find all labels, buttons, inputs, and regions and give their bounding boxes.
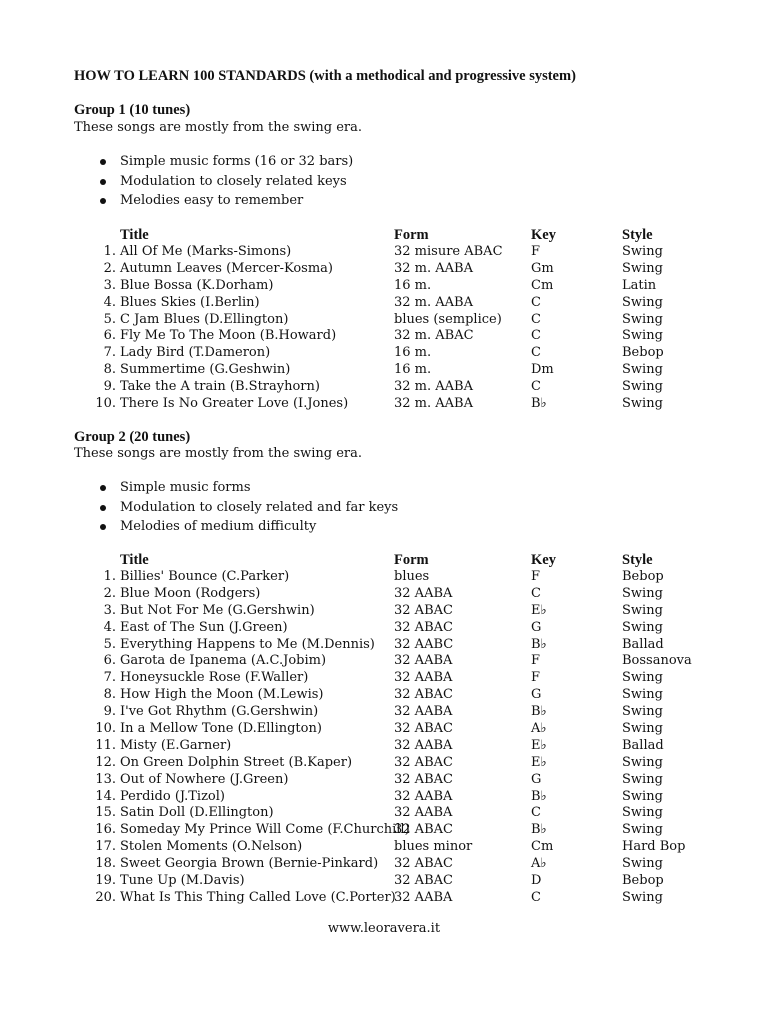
tune-number: 15. <box>95 805 116 821</box>
table-row <box>0 620 768 637</box>
tune-form: 32 m. AABA <box>394 260 473 276</box>
bullet-item: Modulation to closely related keys <box>74 172 353 192</box>
tune-form: 32 AABA <box>394 805 453 821</box>
tune-key: C <box>531 311 541 327</box>
header-style: Style <box>622 552 653 568</box>
tune-number: 1. <box>103 569 116 584</box>
tune-key: F <box>531 670 541 686</box>
table-row <box>0 755 768 772</box>
tune-key: E♭ <box>531 754 547 770</box>
tune-key: B♭ <box>531 704 547 720</box>
tune-key: F <box>531 244 541 259</box>
tune-number: 8. <box>103 362 116 378</box>
tune-title: What Is This Thing Called Love (C.Porter) <box>120 889 396 905</box>
tune-number: 10. <box>95 721 116 737</box>
bullet-item: Simple music forms <box>74 478 398 498</box>
tune-number: 16. <box>95 822 116 838</box>
tune-number: 7. <box>103 670 116 686</box>
tune-form: 32 AABA <box>394 704 453 720</box>
table-row <box>0 345 768 362</box>
bullet-icon <box>100 159 106 165</box>
bullet-icon <box>100 505 106 511</box>
header-form: Form <box>394 552 429 568</box>
tune-form: 32 AABA <box>394 670 453 686</box>
tune-key: B♭ <box>531 396 547 412</box>
group-2-description: These songs are mostly from the swing era. <box>74 446 363 461</box>
table-row <box>0 687 768 704</box>
tune-form: blues <box>394 569 430 584</box>
tune-form: 32 ABAC <box>394 619 453 635</box>
header-title: Title <box>120 227 149 243</box>
tune-style: Swing <box>622 244 663 259</box>
tune-style: Swing <box>622 602 663 618</box>
tune-number: 11. <box>95 737 116 753</box>
tune-style: Swing <box>622 260 663 276</box>
footer-website: www.leoravera.it <box>327 921 441 936</box>
tune-number: 9. <box>103 379 116 395</box>
table-row <box>0 637 768 654</box>
tune-key: E♭ <box>531 737 547 753</box>
tune-title: Perdido (J.Tizol) <box>120 788 225 804</box>
group-1-description: These songs are mostly from the swing era. <box>74 120 363 135</box>
tune-number: 2. <box>103 260 116 276</box>
tune-form: 32 AABA <box>394 653 453 669</box>
tune-style: Swing <box>622 379 663 395</box>
tune-title: Someday My Prince Will Come (F.Churchill) <box>120 822 410 838</box>
tune-title: On Green Dolphin Street (B.Kaper) <box>120 754 353 770</box>
table-row <box>0 278 768 295</box>
tune-style: Swing <box>622 311 663 327</box>
group-1-tune-table <box>0 227 768 413</box>
tune-style: Ballad <box>622 737 664 753</box>
tune-title: Sweet Georgia Brown (Bernie-Pinkard) <box>120 856 379 872</box>
tune-key: C <box>531 585 541 601</box>
tune-style: Hard Bop <box>622 839 686 855</box>
tune-style: Bebop <box>622 569 664 584</box>
table-row <box>0 586 768 603</box>
tune-style: Swing <box>622 396 663 412</box>
table-row <box>0 396 768 413</box>
tune-key: Cm <box>531 277 554 293</box>
tune-style: Bebop <box>622 345 664 361</box>
table-header <box>0 552 768 569</box>
tune-style: Latin <box>622 277 657 293</box>
tune-number: 8. <box>103 687 116 703</box>
table-row <box>0 738 768 755</box>
tune-number: 9. <box>103 704 116 720</box>
tune-title: Out of Nowhere (J.Green) <box>120 771 289 787</box>
tune-title: Everything Happens to Me (M.Dennis) <box>120 636 375 652</box>
tune-form: 32 AABA <box>394 737 453 753</box>
tune-form: 16 m. <box>394 345 432 361</box>
table-row <box>0 704 768 721</box>
tune-style: Swing <box>622 670 663 686</box>
tune-number: 4. <box>103 294 116 310</box>
tune-key: C <box>531 805 541 821</box>
tune-key: C <box>531 328 541 344</box>
tune-key: Dm <box>531 362 554 378</box>
tune-number: 17. <box>95 839 116 855</box>
table-row <box>0 244 768 261</box>
tune-title: All Of Me (Marks-Simons) <box>120 244 292 259</box>
tune-key: D <box>531 873 542 889</box>
tune-number: 13. <box>95 771 116 787</box>
tune-number: 19. <box>95 873 116 889</box>
table-row <box>0 603 768 620</box>
table-row <box>0 789 768 806</box>
tune-style: Swing <box>622 889 663 905</box>
tune-form: 16 m. <box>394 362 432 378</box>
tune-key: C <box>531 294 541 310</box>
tune-title: Blues Skies (I.Berlin) <box>120 294 260 310</box>
tune-title: East of The Sun (J.Green) <box>120 619 288 635</box>
tune-number: 3. <box>103 277 116 293</box>
table-row <box>0 721 768 738</box>
tune-key: Cm <box>531 839 554 855</box>
tune-key: A♭ <box>531 721 547 737</box>
bullet-icon <box>100 485 106 491</box>
tune-form: blues (semplice) <box>394 311 502 327</box>
tune-number: 1. <box>103 244 116 259</box>
tune-style: Swing <box>622 754 663 770</box>
bullet-icon <box>100 524 106 530</box>
tune-style: Swing <box>622 585 663 601</box>
tune-form: 32 ABAC <box>394 771 453 787</box>
tune-number: 6. <box>103 653 116 669</box>
tune-key: G <box>531 619 542 635</box>
bullet-item: Simple music forms (16 or 32 bars) <box>74 152 353 172</box>
tune-number: 12. <box>95 754 116 770</box>
tune-title: Fly Me To The Moon (B.Howard) <box>120 328 337 344</box>
tune-number: 3. <box>103 602 116 618</box>
tune-style: Swing <box>622 362 663 378</box>
tune-key: A♭ <box>531 856 547 872</box>
group-1-bullet-list <box>74 152 353 211</box>
tune-form: 32 AABC <box>394 636 454 652</box>
tune-style: Swing <box>622 704 663 720</box>
tune-title: Summertime (G.Geshwin) <box>120 362 291 378</box>
tune-title: Blue Moon (Rodgers) <box>120 585 261 601</box>
tune-form: 32 misure ABAC <box>394 244 503 259</box>
tune-form: 32 m. AABA <box>394 294 473 310</box>
tune-form: 32 AABA <box>394 585 453 601</box>
tune-key: F <box>531 653 541 669</box>
table-row <box>0 856 768 873</box>
tune-form: 32 ABAC <box>394 822 453 838</box>
tune-number: 10. <box>95 396 116 412</box>
document-title: HOW TO LEARN 100 STANDARDS (with a methodical and progressive system) <box>74 68 576 84</box>
table-header <box>0 227 768 244</box>
tune-title: Lady Bird (T.Dameron) <box>120 345 271 361</box>
tune-form: 32 ABAC <box>394 754 453 770</box>
tune-number: 7. <box>103 345 116 361</box>
tune-title: Tune Up (M.Davis) <box>120 873 245 889</box>
tune-style: Bebop <box>622 873 664 889</box>
tune-form: 32 ABAC <box>394 856 453 872</box>
tune-title: Stolen Moments (O.Nelson) <box>120 839 303 855</box>
tune-key: B♭ <box>531 788 547 804</box>
tune-number: 2. <box>103 585 116 601</box>
tune-form: 32 ABAC <box>394 721 453 737</box>
bullet-item: Melodies of medium difficulty <box>74 517 398 537</box>
tune-key: Gm <box>531 260 554 276</box>
tune-title: How High the Moon (M.Lewis) <box>120 687 324 703</box>
tune-key: B♭ <box>531 636 547 652</box>
tune-style: Swing <box>622 856 663 872</box>
bullet-icon <box>100 198 106 204</box>
tune-number: 14. <box>95 788 116 804</box>
tune-form: 32 ABAC <box>394 602 453 618</box>
table-row <box>0 569 768 586</box>
table-row <box>0 312 768 329</box>
tune-key: C <box>531 889 541 905</box>
bullet-icon <box>100 179 106 185</box>
header-key: Key <box>531 227 556 243</box>
tune-form: 32 m. AABA <box>394 379 473 395</box>
tune-title: There Is No Greater Love (I.Jones) <box>120 396 349 412</box>
tune-style: Swing <box>622 328 663 344</box>
table-row <box>0 772 768 789</box>
header-style: Style <box>622 227 653 243</box>
bullet-item: Melodies easy to remember <box>74 191 353 211</box>
header-form: Form <box>394 227 429 243</box>
tune-title: Take the A train (B.Strayhorn) <box>120 379 320 395</box>
bullet-item: Modulation to closely related and far keys <box>74 498 398 518</box>
tune-title: But Not For Me (G.Gershwin) <box>120 602 315 618</box>
tune-key: G <box>531 771 542 787</box>
table-row <box>0 362 768 379</box>
tune-number: 5. <box>103 636 116 652</box>
tune-key: G <box>531 687 542 703</box>
tune-style: Swing <box>622 771 663 787</box>
table-row <box>0 873 768 890</box>
table-row <box>0 379 768 396</box>
tune-title: I've Got Rhythm (G.Gershwin) <box>120 704 319 720</box>
table-row <box>0 839 768 856</box>
tune-title: Garota de Ipanema (A.C.Jobim) <box>120 653 327 669</box>
tune-title: Satin Doll (D.Ellington) <box>120 805 274 821</box>
tune-title: Blue Bossa (K.Dorham) <box>120 277 274 293</box>
tune-style: Swing <box>622 805 663 821</box>
tune-number: 6. <box>103 328 116 344</box>
group-2-tune-table <box>0 552 768 907</box>
tune-key: B♭ <box>531 822 547 838</box>
tune-style: Ballad <box>622 636 664 652</box>
tune-number: 4. <box>103 619 116 635</box>
tune-style: Swing <box>622 788 663 804</box>
tune-style: Swing <box>622 294 663 310</box>
table-body <box>0 569 768 907</box>
header-title: Title <box>120 552 149 568</box>
tune-title: Honeysuckle Rose (F.Waller) <box>120 670 309 686</box>
tune-style: Swing <box>622 721 663 737</box>
tune-form: 32 m. AABA <box>394 396 473 412</box>
header-key: Key <box>531 552 556 568</box>
tune-number: 18. <box>95 856 116 872</box>
tune-title: In a Mellow Tone (D.Ellington) <box>120 721 322 737</box>
tune-title: Billies' Bounce (C.Parker) <box>120 569 290 584</box>
tune-title: Misty (E.Garner) <box>120 737 232 753</box>
table-row <box>0 822 768 839</box>
tune-style: Swing <box>622 822 663 838</box>
group-2-bullet-list <box>74 478 398 537</box>
tune-style: Bossanova <box>622 653 692 669</box>
group-1-heading: Group 1 (10 tunes) <box>74 102 191 118</box>
tune-form: 32 ABAC <box>394 687 453 703</box>
tune-number: 5. <box>103 311 116 327</box>
tune-form: 16 m. <box>394 277 432 293</box>
tune-key: E♭ <box>531 602 547 618</box>
tune-form: 32 AABA <box>394 889 453 905</box>
table-row <box>0 295 768 312</box>
table-row <box>0 653 768 670</box>
tune-number: 20. <box>95 889 116 905</box>
table-row <box>0 328 768 345</box>
tune-style: Swing <box>622 687 663 703</box>
table-row <box>0 261 768 278</box>
tune-form: 32 AABA <box>394 788 453 804</box>
table-body <box>0 244 768 413</box>
tune-key: F <box>531 569 541 584</box>
tune-form: blues minor <box>394 839 473 855</box>
tune-form: 32 m. ABAC <box>394 328 474 344</box>
tune-style: Swing <box>622 619 663 635</box>
table-row <box>0 890 768 907</box>
tune-form: 32 ABAC <box>394 873 453 889</box>
group-2-heading: Group 2 (20 tunes) <box>74 429 191 445</box>
tune-key: C <box>531 379 541 395</box>
table-row <box>0 805 768 822</box>
tune-title: Autumn Leaves (Mercer-Kosma) <box>120 260 333 276</box>
tune-title: C Jam Blues (D.Ellington) <box>120 311 289 327</box>
tune-key: C <box>531 345 541 361</box>
table-row <box>0 670 768 687</box>
